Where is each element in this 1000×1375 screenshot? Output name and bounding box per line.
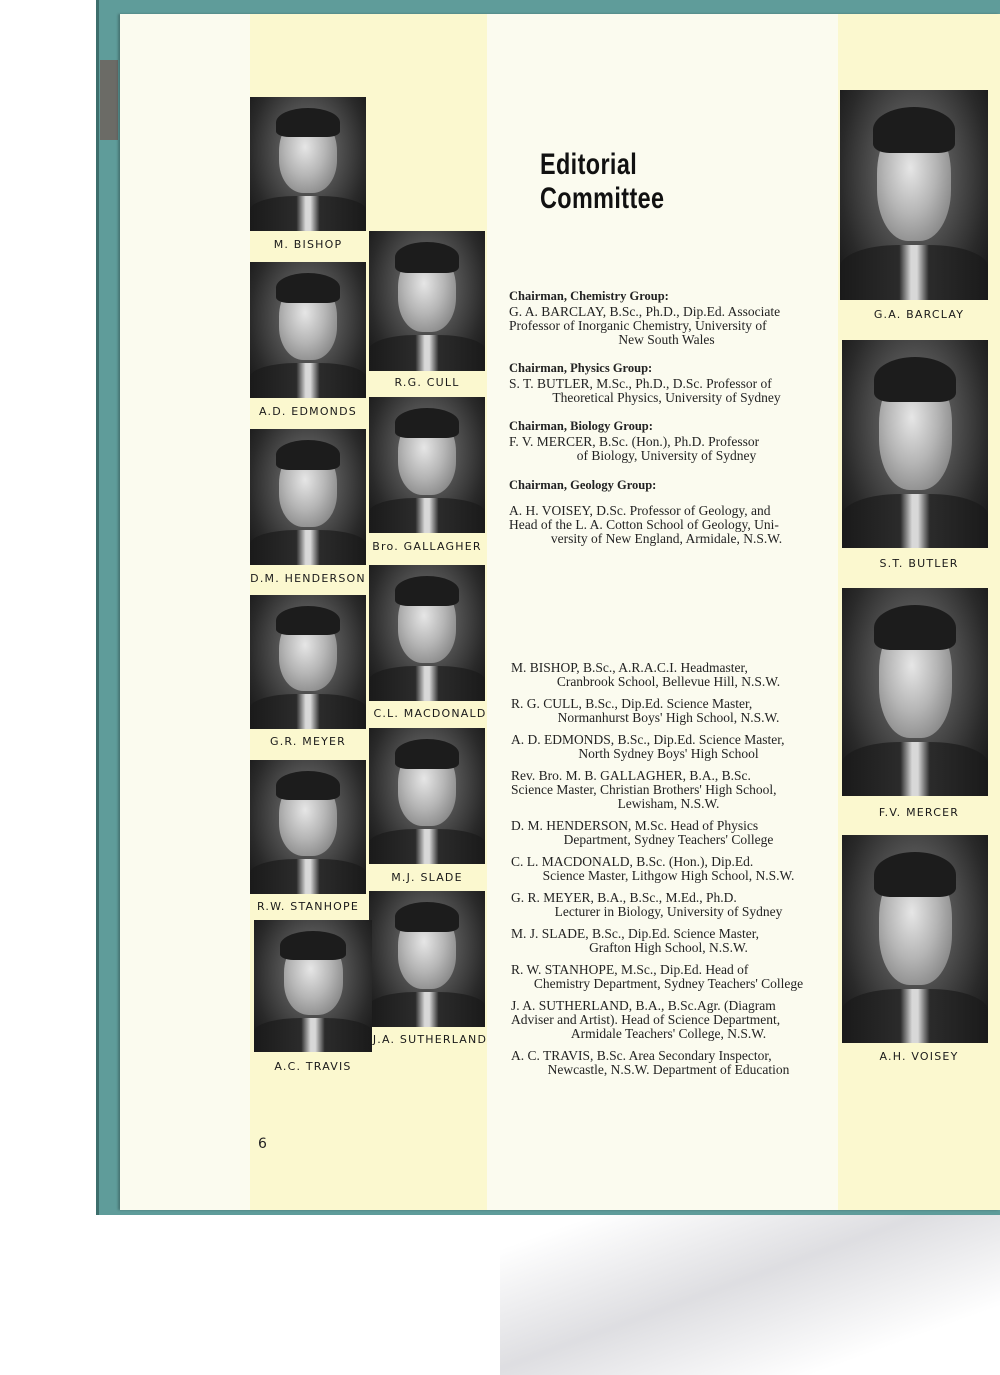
member-entry (511, 1049, 826, 1077)
chairman-line: Professor of Inorganic Chemistry, University of (509, 318, 767, 333)
member-line: R. W. STANHOPE, M.Sc., Dip.Ed. Head of (511, 962, 749, 977)
member-line: Science Master, Lithgow High School, N.S.W. (542, 868, 795, 883)
member-entry (511, 891, 826, 919)
chairman-entry (509, 289, 824, 347)
portrait-caption: Bro. GALLAGHER (372, 540, 482, 553)
portrait-photo (369, 397, 485, 533)
member-line: D. M. HENDERSON, M.Sc. Head of Physics (511, 818, 759, 833)
chairman-entry (509, 419, 824, 463)
portrait-caption: F.V. MERCER (878, 806, 960, 819)
portrait-caption: R.W. STANHOPE (256, 900, 360, 913)
member-line: Lewisham, N.S.W. (617, 796, 720, 811)
member-line: Normanhurst Boys' High School, N.S.W. (557, 710, 780, 725)
chairman-heading: Chairman, Chemistry Group: (509, 289, 669, 303)
chairman-entry (509, 478, 824, 546)
member-entry (511, 661, 826, 689)
chairman-line: Theoretical Physics, University of Sydney (552, 390, 781, 405)
cover-spine-strip (100, 60, 118, 140)
scan-shadow (500, 1215, 1000, 1375)
portrait-photo (250, 262, 366, 398)
member-line: Rev. Bro. M. B. GALLAGHER, B.A., B.Sc. (511, 768, 751, 783)
portrait-photo (369, 565, 485, 701)
member-entry (511, 769, 826, 811)
portrait-caption: A.D. EDMONDS (259, 405, 357, 418)
chairman-line: versity of New England, Armidale, N.S.W. (550, 531, 783, 546)
member-line: C. L. MACDONALD, B.Sc. (Hon.), Dip.Ed. (511, 854, 754, 869)
portrait-caption: G.A. BARCLAY (873, 308, 965, 321)
portrait-caption: R.G. CULL (394, 376, 460, 389)
member-line: A. C. TRAVIS, B.Sc. Area Secondary Inspector, (511, 1048, 772, 1063)
portrait-caption: S.T. BUTLER (879, 557, 959, 570)
portrait-caption: A.H. VOISEY (879, 1050, 959, 1063)
portrait-photo (250, 760, 366, 894)
chairman-line: S. T. BUTLER, M.Sc., Ph.D., D.Sc. Professor of (509, 376, 772, 391)
member-line: Newcastle, N.S.W. Department of Education (547, 1062, 790, 1077)
member-line: Grafton High School, N.S.W. (589, 940, 748, 955)
chairman-heading: Chairman, Biology Group: (509, 419, 653, 433)
portrait-caption: D.M. HENDERSON (250, 572, 366, 585)
portrait-caption: M. BISHOP (273, 238, 343, 251)
member-entry (511, 963, 826, 991)
portrait-photo (369, 728, 485, 864)
chairman-line: New South Wales (618, 332, 715, 347)
member-line: R. G. CULL, B.Sc., Dip.Ed. Science Master, (511, 696, 753, 711)
page-number: 6 (258, 1136, 267, 1152)
member-entry (511, 733, 826, 761)
portrait-caption: C.L. MACDONALD (373, 707, 487, 720)
member-line: Cranbrook School, Bellevue Hill, N.S.W. (556, 674, 781, 689)
member-entry (511, 999, 826, 1041)
member-line: M. BISHOP, B.Sc., A.R.A.C.I. Headmaster, (511, 660, 748, 675)
chairman-line: Head of the L. A. Cotton School of Geology, Uni- (509, 517, 779, 532)
portrait-caption: G.R. MEYER (269, 735, 347, 748)
member-entry (511, 855, 826, 883)
portrait-photo (254, 920, 372, 1052)
member-line: Science Master, Christian Brothers' High School, (511, 782, 777, 797)
chairman-line: A. H. VOISEY, D.Sc. Professor of Geology, and (509, 503, 771, 518)
member-line: J. A. SUTHERLAND, B.A., B.Sc.Agr. (Diagram (511, 998, 776, 1013)
portrait-photo (369, 891, 485, 1027)
member-entry (511, 819, 826, 847)
portrait-photo (250, 595, 366, 729)
portrait-photo (250, 429, 366, 565)
member-line: Chemistry Department, Sydney Teachers' College (533, 976, 804, 991)
chairman-line: F. V. MERCER, B.Sc. (Hon.), Ph.D. Professor (509, 434, 760, 449)
chairman-line: G. A. BARCLAY, B.Sc., Ph.D., Dip.Ed. Associate (509, 304, 781, 319)
portrait-photo (840, 90, 988, 300)
chairman-heading: Chairman, Physics Group: (509, 361, 653, 375)
member-line: Department, Sydney Teachers' College (563, 832, 774, 847)
portrait-photo (842, 835, 988, 1043)
chairman-line: of Biology, University of Sydney (576, 448, 757, 463)
portrait-photo (250, 97, 366, 231)
portrait-caption: J.A. SUTHERLAND (372, 1033, 488, 1046)
member-line: Adviser and Artist). Head of Science Department, (511, 1012, 781, 1027)
member-entry (511, 697, 826, 725)
portrait-caption: M.J. SLADE (391, 871, 463, 884)
portrait-caption: A.C. TRAVIS (274, 1060, 352, 1073)
member-line: G. R. MEYER, B.A., B.Sc., M.Ed., Ph.D. (511, 890, 737, 905)
member-line: Lecturer in Biology, University of Sydney (554, 904, 783, 919)
member-entry (511, 927, 826, 955)
member-line: North Sydney Boys' High School (578, 746, 759, 761)
chairman-entry (509, 361, 824, 405)
member-line: Armidale Teachers' College, N.S.W. (570, 1026, 767, 1041)
portrait-photo (842, 588, 988, 796)
portrait-photo (369, 231, 485, 371)
portrait-photo (842, 340, 988, 548)
member-line: A. D. EDMONDS, B.Sc., Dip.Ed. Science Master, (511, 732, 785, 747)
chairman-heading: Chairman, Geology Group: (509, 478, 657, 492)
member-line: M. J. SLADE, B.Sc., Dip.Ed. Science Master, (511, 926, 760, 941)
page-title: Editorial Committee (540, 148, 665, 215)
